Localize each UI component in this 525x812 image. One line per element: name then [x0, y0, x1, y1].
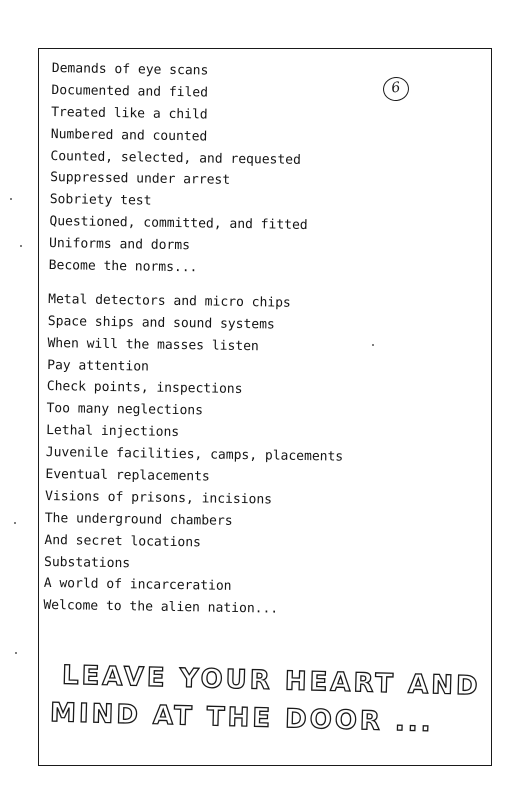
stanza-1 [49, 58, 472, 283]
poem-line: The underground chambers [44, 510, 233, 529]
poem-line: Documented and filed [51, 82, 209, 101]
poem-line: Check points, inspections [46, 379, 243, 398]
poem-line: Too many neglections [46, 401, 204, 419]
poem-line: Questioned, committed, and fitted [49, 214, 308, 234]
poem-line: Lethal injections [46, 423, 180, 441]
poem-line: Visions of prisons, incisions [44, 488, 273, 508]
margin-mark [372, 344, 374, 346]
poem-line: Substations [43, 554, 131, 571]
poem [43, 58, 472, 624]
poem-line: Eventual replacements [45, 466, 210, 485]
margin-mark [20, 245, 22, 247]
poem-line: Treated like a child [51, 104, 208, 123]
poem-line: Space ships and sound systems [47, 313, 275, 333]
poem-line: Counted, selected, and requested [50, 148, 301, 168]
poem-line: Demands of eye scans [51, 60, 209, 79]
poem-line: Suppressed under arrest [49, 170, 231, 189]
poem-line: Metal detectors and micro chips [48, 291, 291, 311]
poem-line: Pay attention [47, 357, 150, 375]
margin-mark [10, 198, 12, 200]
margin-mark [14, 522, 16, 524]
poem-line: A world of incarceration [43, 576, 232, 595]
margin-mark [15, 652, 17, 654]
poem-line: Numbered and counted [50, 126, 208, 145]
poem-line: Uniforms and dorms [48, 236, 191, 254]
page-number: 6 [381, 75, 410, 102]
poem-line: Welcome to the alien nation... [43, 598, 279, 617]
poem-line: And secret locations [44, 532, 202, 551]
poem-line: Juvenile facilities, camps, placements [45, 445, 344, 465]
poem-line: When will the masses listen [47, 335, 259, 354]
handwritten-line-2: MIND AT THE DOOR ... [49, 697, 434, 739]
stanza-2 [43, 289, 468, 624]
poem-line: Become the norms... [48, 257, 198, 276]
handwritten-line-1: LEAVE YOUR HEART AND [61, 660, 481, 702]
poem-line: Sobriety test [49, 192, 152, 209]
